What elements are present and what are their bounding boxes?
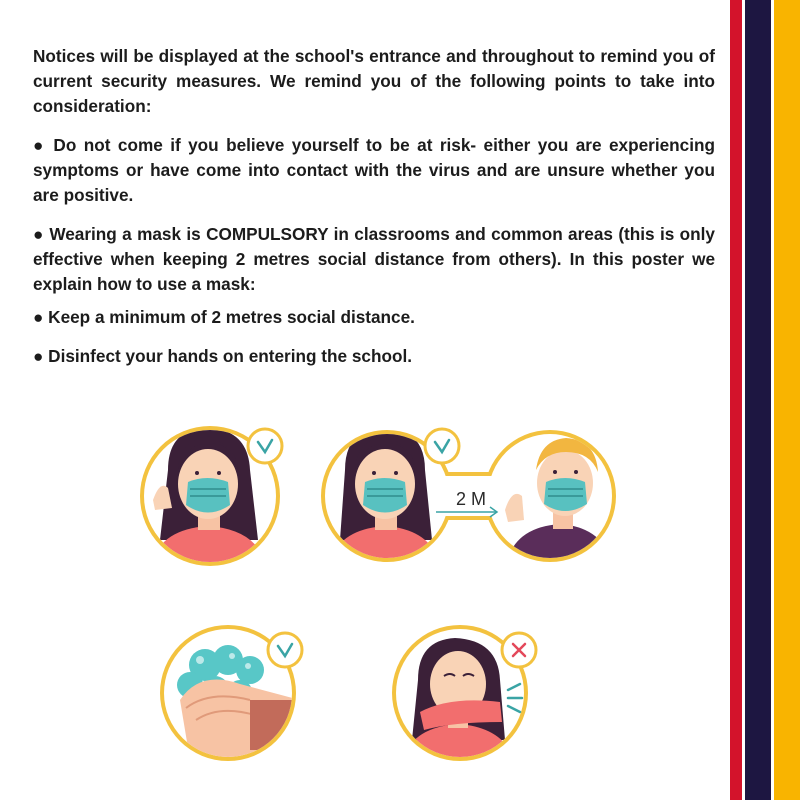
- bullet-disinfect: ● Disinfect your hands on entering the school.: [33, 346, 412, 366]
- wash-hands-illustration: [160, 625, 302, 761]
- cough-into-elbow-illustration: [392, 625, 536, 780]
- bullet-risk: ● Do not come if you believe yourself to be at risk- either you are experiencing symptoms or have come into contact with the virus and are unsure whether you are positive.: [33, 135, 715, 205]
- intro-paragraph: Notices will be displayed at the school's entrance and throughout to remind you of current security measures. We remind you of the following points to take into consideration:: [33, 46, 715, 116]
- distance-label: 2 M: [455, 489, 487, 509]
- bullet-distance: ● Keep a minimum of 2 metres social distance.: [33, 307, 415, 327]
- bullet-mask: ● Wearing a mask is COMPULSORY in classrooms and common areas (this is only effective when keeping 2 metres social distance from others). In this poster we explain how to use a mask:: [33, 224, 715, 294]
- wear-mask-illustration: [140, 426, 282, 580]
- social-distance-illustration: [321, 428, 616, 580]
